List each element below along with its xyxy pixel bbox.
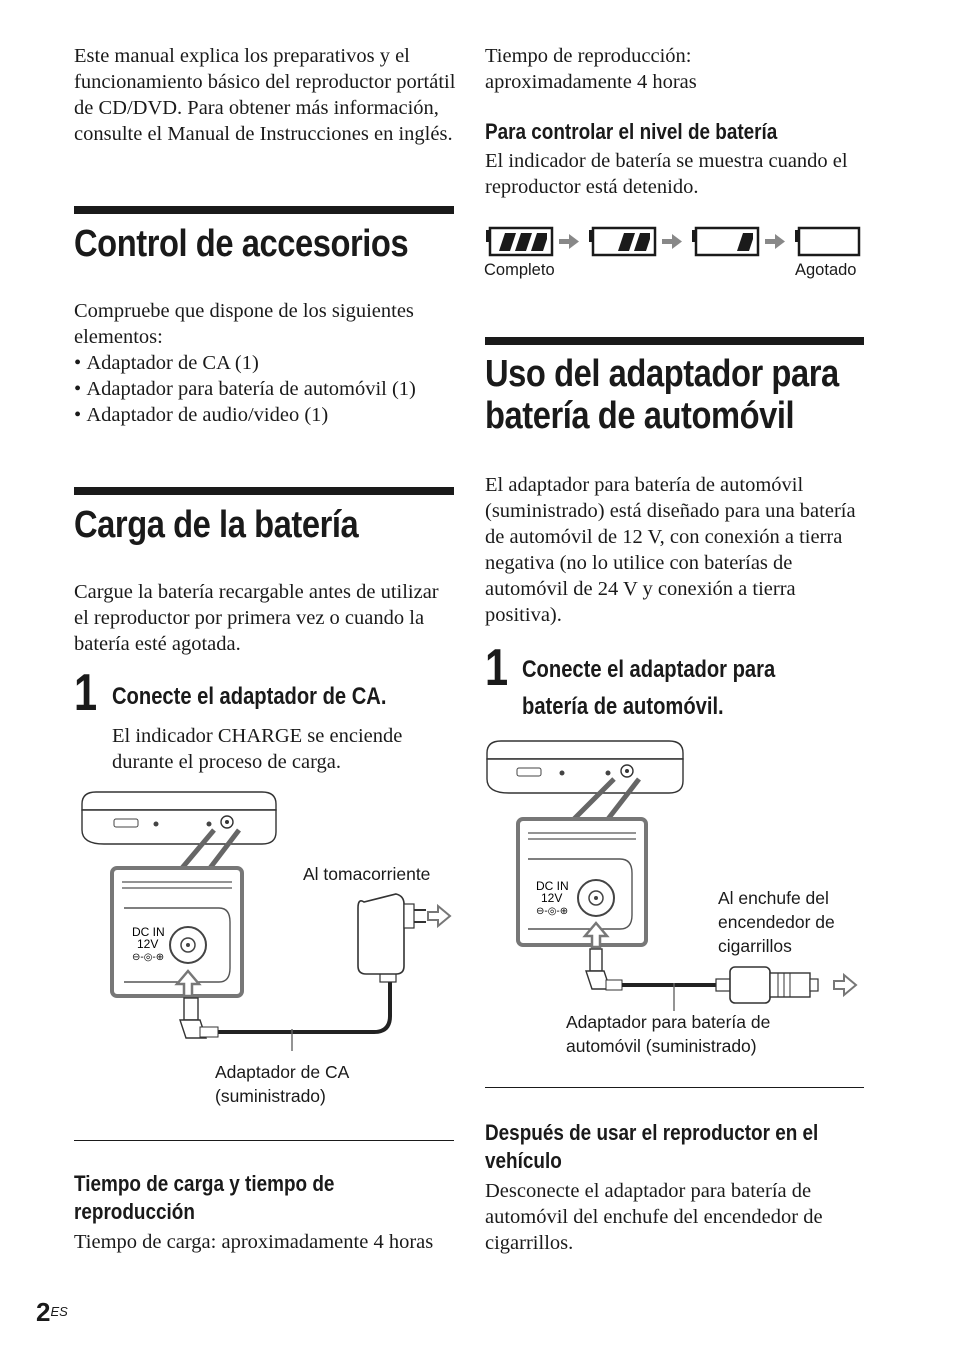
player-base [487,759,683,793]
page-number [36,1297,68,1327]
after-use-heading [485,1119,818,1175]
ac-adapter-figure [74,786,464,1051]
accessories-heading: Control de accesorios [74,223,409,265]
ac-adapter-body [358,894,404,974]
label-line: (suministrado) [215,1086,326,1106]
dc-in-label: DC IN [132,925,165,939]
section-rule [485,337,864,345]
charging-heading: Carga de la batería [74,504,359,546]
step-number: 1 [74,664,98,722]
charge-time-body: Tiempo de carga: aproximadamente 4 horas [74,1231,434,1253]
label-line: automóvil (suministrado) [566,1036,757,1056]
accessories-lead: Compruebe que dispone de los siguientes elementos: [74,300,414,348]
step-title-line: Conecte el adaptador para [522,656,776,683]
section-rule [74,487,454,495]
playback-time: Tiempo de reproducción: aproximadamente 4 horas [485,45,697,93]
dc-plug [184,998,198,1020]
heading-line: batería de automóvil [485,395,795,437]
polarity-icon: ⊖-◎-⊕ [132,952,165,963]
heading-line: Después de usar el reproductor en el [485,1120,819,1145]
intro-paragraph: Este manual explica los preparativos y el funcionamiento básico del reproductor portátil de CD/DVD. Para obtener más información, consulte el Manual de Instrucciones en inglés. [74,45,456,145]
label-lighter-socket [718,886,835,958]
car-adapter-heading [485,353,839,437]
arrow-right-icon [834,975,856,995]
label-line: Adaptador de CA [215,1062,350,1082]
label-full: Completo [484,261,555,279]
avout-jack [207,822,212,827]
after-use-body: Desconecte el adaptador para batería de automóvil del enchufe del encendedor de cigarrillos. [485,1180,823,1254]
lighter-plug-strain-relief [716,979,730,991]
battery-level-body: El indicador de batería se muestra cuando el reproductor está detenido. [485,150,848,198]
charging-paragraph: Cargue la batería recargable antes de utilizar el reproductor por primera vez o cuando la batería esté agotada. [74,581,439,655]
section-rule [74,206,454,214]
car-adapter-figure [484,735,864,1015]
charge-time-heading [74,1170,334,1226]
polarity-icon: ⊖-◎-⊕ [536,906,569,917]
divider [74,1140,454,1141]
accessory-item: • Adaptador de audio/video (1) [74,402,459,428]
avout-jack [606,771,611,776]
heading-line: Tiempo de carga y tiempo de [74,1171,335,1196]
battery-one-third-icon [692,228,758,255]
arrow-right-icon [662,234,682,249]
battery-full-icon [486,228,552,255]
label-line: cigarrillos [718,936,792,956]
phones-jack [154,822,159,827]
step-title: Conecte el adaptador de CA. [112,683,387,710]
car-adapter-body: El adaptador para batería de automóvil (suministrado) está diseñado para una batería de automóvil de 12 V, con conexión a tierra negativa (no lo utilice con baterías de automóvil de 24 V y conexión a tierra positiva). [485,474,856,626]
dc-plug [590,949,602,971]
battery-level-heading: Para controlar el nivel de batería [485,119,778,144]
player-lid [487,741,683,759]
divider [485,1087,864,1088]
label-car-adapter [566,1010,770,1058]
dc-in-label: DC IN [536,879,569,893]
volt-label: 12V [137,937,159,951]
step-body: El indicador CHARGE se enciende durante el proceso de carga. [112,725,403,773]
arrow-right-icon [559,234,579,249]
accessory-item: • Adaptador de CA (1) [74,350,459,376]
arrow-right-icon [765,234,785,249]
label-line: Adaptador para batería de [566,1012,771,1032]
heading-line: reproducción [74,1199,195,1224]
step-number: 1 [485,639,509,697]
page-number-digit: 2 [36,1297,51,1327]
battery-two-thirds-icon [589,228,655,255]
player-lid [82,792,276,810]
arrow-right-icon [428,906,450,926]
label-empty: Agotado [795,261,857,279]
battery-empty-icon [795,228,859,255]
phones-jack [560,771,565,776]
battery-indicator-strip [485,225,865,261]
step-title [522,651,775,725]
accessories-list [74,350,459,428]
label-line: Al enchufe del [718,888,829,908]
label-outlet: Al tomacorriente [303,864,431,884]
volt-label: 12V [541,891,563,905]
heading-line: Uso del adaptador para [485,353,839,395]
label-line: encendedor de [718,912,835,932]
label-ac-adapter [215,1060,349,1108]
player-base [82,810,276,844]
page-lang-code: ES [50,1304,68,1319]
lighter-plug-body [730,967,770,1003]
step-title-line: batería de automóvil. [522,693,724,720]
heading-line: vehículo [485,1148,562,1173]
accessory-item: • Adaptador para batería de automóvil (1) [74,376,459,402]
